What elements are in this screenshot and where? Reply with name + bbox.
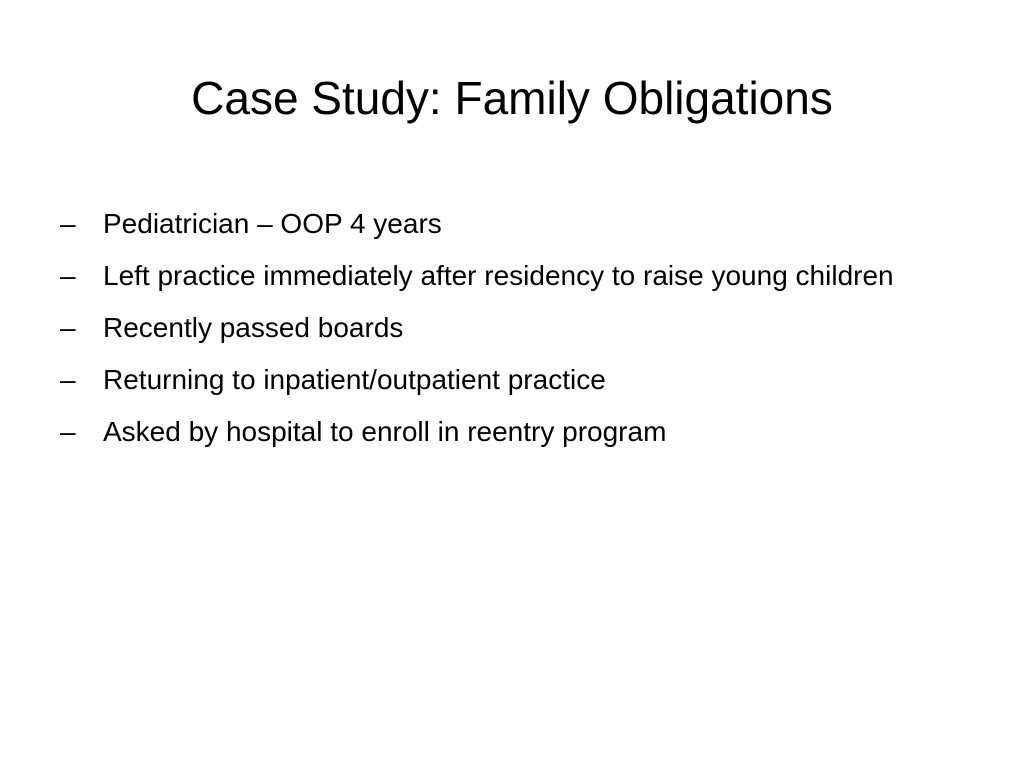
list-item (60, 305, 960, 351)
bullet-text: Pediatrician – OOP 4 years (103, 208, 442, 239)
dash-bullet-icon: – (60, 260, 76, 291)
list-item (60, 357, 960, 403)
list-item (60, 201, 960, 247)
bullet-text: Left practice immediately after residency to raise young children (103, 260, 894, 291)
dash-bullet-icon: – (60, 416, 76, 447)
dash-bullet-icon: – (60, 208, 76, 239)
list-item (60, 253, 960, 299)
list-item (60, 409, 960, 455)
slide-title: Case Study: Family Obligations (191, 72, 833, 124)
bullet-text: Asked by hospital to enroll in reentry program (103, 416, 667, 447)
dash-bullet-icon: – (60, 364, 76, 395)
bullet-text: Returning to inpatient/outpatient practice (103, 364, 606, 395)
bullet-text: Recently passed boards (103, 312, 404, 343)
bullet-list (60, 201, 960, 461)
dash-bullet-icon: – (60, 312, 76, 343)
